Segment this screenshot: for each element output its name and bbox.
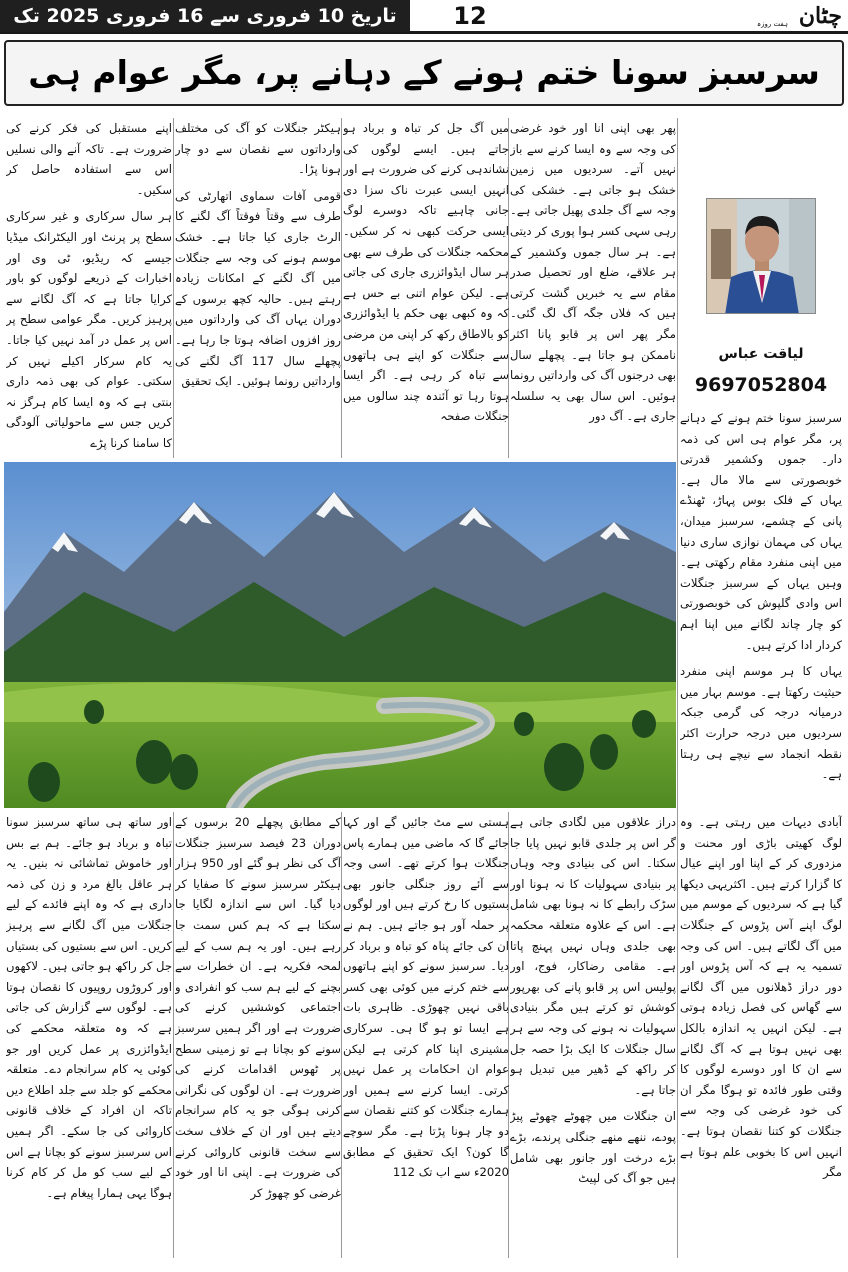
article-column xyxy=(343,118,509,464)
masthead-logo: چٹان xyxy=(798,3,842,29)
column-divider xyxy=(173,118,174,458)
paragraph: سرسبز سونا ختم ہونے کے دہانے پر، مگر عوام ہی اس کی ذمہ دار۔ جموں وکشمیر قدرتی خوبصورتی سے مالا مال ہے۔ یہاں کے فلک بوس پہاڑ، ٹھنڈے پانی کے چشمے، سرسبز میدان، یہاں کی مہمان نوازی ساری دنیا میں اپنی منفرد مقام رکھتی ہے۔ وہیں یہاں کے سرسبز جنگلات اس وادی گلپوش کی خوبصورتی کو چار چاند لگانے میں اپنا اہم کردار ادا کرتے ہیں۔ xyxy=(680,411,842,652)
headline-box xyxy=(4,40,844,106)
paragraph: آبادی دیہات میں رہتی ہے۔ وہ لوگ کھیتی باڑی اور محنت و مزدوری کر کے اپنا اور اپنے عیال کا گزارا کرتے ہیں۔ اکثریہی دیکھا گیا ہے کہ سردیوں کے موسم میں لوگ اپنے آس پڑوس کے جنگلات میں آگ لگاتے ہیں۔ اس کی وجہ تسمیہ یہ ہے کہ آس پڑوس اور دور دراز ڈھلانوں میں آگ لگانے سے گھاس کی فصل زیادہ ہوتی ہے۔ لیکن انہیں یہ اندازہ بالکل بھی نہیں ہوتا ہے کہ آگ لگانے سے ان کا اور دوسرے لوگوں کا وقتی طور فائدہ تو ہوگا مگر ان کی خود غرضی کی وجہ سے جنگلات کو کتنا نقصان ہوتا ہے۔ انہیں اس کا بخوبی علم ہوتا ہے مگر xyxy=(680,815,842,1180)
paragraph: ان جنگلات میں چھوٹے چھوٹے پیڑ پودے، ننھے منھے جنگلی پرندے، بڑے بڑے درخت اور جانور بھی شامل ہیں جو آگ کی لپیٹ xyxy=(510,1109,676,1186)
paragraph: پھر بھی اپنی انا اور خود غرضی کی وجہ سے وہ ایسا کرنے سے باز نہیں آتے۔ سردیوں میں زمین خشک ہو جاتی ہے۔ خشکی کی وجہ سے آگ جلدی پھیل جاتی ہے۔ رہی سہی کسر ہوا پوری کر دیتی ہے۔ ہر سال جموں وکشمیر کے ہر علاقے، ضلع اور تحصیل صدر مقام سے یہ خبریں گشت کرتی ہیں کہ فلاں جگہ آگ لگ گئی۔ مگر پھر اس پر قابو پانا اکثر ناممکن ہو جاتا ہے۔ پچھلے سال بھی درجنوں آگ کی وارداتیں رونما ہوئیں۔ اس سال بھی یہ سلسلہ جاری ہے۔ آگ دور xyxy=(510,121,676,424)
mountain-valley-icon xyxy=(4,462,676,808)
paragraph: یہاں کا ہر موسم اپنی منفرد حیثیت رکھتا ہے۔ موسم بہار میں درمیانہ درجہ کی گرمی جبکہ سردیوں میں درجہ حرارت اکثر نقطہ انجماد سے نیچے ہی رہتا ہے۔ xyxy=(680,664,842,782)
paragraph: دراز علاقوں میں لگادی جاتی ہے گر اس پر جلدی قابو نہیں پایا جا سکتا۔ اس کی بنیادی وجہ وہاں پر بنیادی سہولیات کا نہ ہونا اور سڑک رابطے کا نہ ہونا بھی شامل ہے۔ اس کے علاوہ متعلقہ محکمہ بھی جلدی وہاں نہیں پہنچ پاتا ہے۔ مقامی رضاکار، فوج، اور پولیس اس پر قابو پانے کی بھرپور کوشش تو کرتے ہیں مگر بنیادی سہولیات نہ ہونے کی وجہ سے ہر سال جنگلات کا ایک بڑا حصہ جل کر راکھ کے ڈھیر میں تبدیل ہو جاتا ہے۔ xyxy=(510,815,676,1097)
page-number: 12 xyxy=(453,2,487,30)
paragraph: ہیکٹر جنگلات کو آگ کی مختلف وارداتوں سے نقصان سے دو چار ہونا پڑا۔ xyxy=(175,121,341,177)
landscape-photo xyxy=(4,462,676,808)
article-column-intro xyxy=(680,408,842,802)
column-divider xyxy=(341,812,342,1258)
author-name: لیاقت عباس xyxy=(718,346,804,362)
article-headline: سرسبز سونا ختم ہونے کے دہانے پر، مگر عوام ہی xyxy=(28,53,820,92)
author-phone: 9697052804 xyxy=(694,374,828,396)
article-column xyxy=(343,812,509,1252)
paragraph: اور ساتھ ہی ساتھ سرسبز سونا تباہ و برباد ہو جائے۔ ہم بے بس اور خاموش تماشائی نہ بنیں۔ یہ ہر عاقل بالغ مرد و زن کی ذمہ داری ہے کہ وہ اپنے فائدے کے لیے جنگلات میں آگ لگانے سے پرہیز کریں۔ اس سے بستیوں کی بستیاں جل کر راکھ ہو جاتی ہیں۔ لاکھوں اور کروڑوں روپیوں کا نقصان ہوتا ہے۔ لوگوں سے گزارش کی جاتی ہے کہ وہ متعلقہ محکمے کی ایڈوائزری پر عمل کریں اور جو کوئی یہ کام سرانجام دے۔ متعلقہ محکمے کو جلد سے جلد اطلاع دیں تاکہ ان افراد کے خلاف قانونی کاروائی کی جا سکے۔ اگر ہمیں اس سرسبز سونے کو بچانا ہے اس کے لیے سب کو مل کر کام کرنا ہوگا یہی ہمارا پیغام ہے۔ xyxy=(6,815,172,1200)
column-divider xyxy=(173,812,174,1258)
column-divider xyxy=(341,118,342,458)
article-column xyxy=(510,118,676,464)
paragraph: کے مطابق پچھلے 20 برسوں کے دوران 23 فیصد سرسبز جنگلات آگ کی نظر ہو گئے اور 950 ہزار ہیکٹر سرسبز سونے کا صفایا کر دیا گیا۔ اس سے اندازہ لگایا جا سکتا ہے کہ ہم کس سمت جا رہے ہیں۔ اور یہ ہم سب کے لیے لمحہ فکریہ ہے۔ ان خطرات سے بچنے کے لیے ہم سب کو انفرادی و اجتماعی کوششیں کرنے کی ضرورت ہے اور اگر ہمیں سرسبز سونے کو بچانا ہے تو زمینی سطح پر ٹھوس اقدامات کرنے کی ضرورت ہے۔ ان لوگوں کی نگرانی کرنی ہوگی جو یہ کام سرانجام دیتے ہیں اور ان کے خلاف سخت سے سخت قانونی کاروائی کرنے کی ضرورت ہے۔ اپنی انا اور خود غرضی کو چھوڑ کر xyxy=(175,815,341,1200)
page-header xyxy=(0,0,848,34)
date-range: تاریخ 10 فروری سے 16 فروری 2025 تک xyxy=(0,0,410,32)
article-column xyxy=(510,812,676,1252)
article-column xyxy=(6,118,172,464)
paragraph: ہستی سے مٹ جائیں گے اور کہا جائے گا کہ ماضی میں ہمارے پاس جنگلات ہوا کرتے تھے۔ اسی وجہ سے آئے روز جنگلی جانور بھی بستیوں کا رخ کرتے ہیں اور لوگوں پر حملہ آور ہو جاتے ہیں۔ ہم نے ان کی جائے پناہ کو تباہ و برباد کر دیا۔ سرسبز سونے کو اپنے ہاتھوں سے ختم کرنے میں کوئی بھی کسر باقی نہیں چھوڑی۔ ظاہری بات ہے ایسا تو ہو گا ہی۔ سرکاری مشینری اپنا کام کرتی ہے لیکن عوام ان احکامات پر عمل نہیں کرتی۔ ایسا کرنے سے ہمیں اور ہمارے جنگلات کو کتنے نقصان سے دو چار ہونا پڑتا ہے۔ مگر سوچے گا کون؟ ایک تحقیق کے مطابق 2020ء سے اب تک 112 xyxy=(343,815,509,1180)
article-column xyxy=(175,812,341,1252)
paragraph: قومی آفات سماوی اتھارٹی کی طرف سے وقتاً فوقتاً آگ لگنے کا الرٹ جاری کیا جاتا ہے۔ خشک موسم ہونے کی وجہ سے جنگلات میں آگ لگنے کے امکانات زیادہ رہتے ہیں۔ حالیہ کچھ برسوں کے دوران یہاں آگ کی وارداتوں میں روز افزوں اضافہ ہوتا جا رہا ہے۔ پچھلے سال 117 آگ لگنے کی وارداتیں رونما ہوئیں۔ ایک تحقیق xyxy=(175,188,341,389)
article-column xyxy=(680,812,842,1252)
paragraph: ہر سال سرکاری و غیر سرکاری سطح پر پرنٹ اور الیکٹرانک میڈیا جیسے کہ ریڈیو، ٹی وی اور اخبارات کے ذریعے لوگوں کو باور کرایا جاتا ہے کہ آگ لگانے سے پرہیز کریں۔ مگر عوامی سطح پر اس پر عمل در آمد نہیں کیا جاتا۔ یہ کام سرکار اکیلے نہیں کر سکتی۔ عوام کی بھی ذمہ داری بنتی ہے کہ وہ ایسا کام ہرگز نہ کریں جس سے ماحولیاتی آلودگی کا سامنا کرنا پڑے xyxy=(6,209,172,450)
author-portrait-icon xyxy=(707,199,816,314)
article-column xyxy=(175,118,341,464)
column-divider xyxy=(677,118,678,1258)
paragraph: میں آگ جل کر تباہ و برباد ہو جاتے ہیں۔ ایسے لوگوں کی نشاندہی کرنے کی ضرورت ہے اور انہیں ایسی عبرت ناک سزا دی جانی چاہیے تاکہ دوسرے لوگ ایسی حرکت کبھی نہ کر سکیں۔ محکمہ جنگلات کی طرف سے بھی ہر سال ایڈوائزری جاری کی جاتی ہے۔ لیکن عوام اتنی بے حس ہے کہ وہ کبھی بھی حکم یا ایڈوائزری کو بالاطاق رکھ کر اپنی من مرضی سے جنگلات کو اپنے ہی ہاتھوں سے تباہ کر رہی ہے۔ اگر ایسا ہوتا رہا تو آئندہ چند سالوں میں جنگلات صفحہ xyxy=(343,121,509,424)
article-column xyxy=(6,812,172,1252)
author-photo xyxy=(706,198,816,314)
paragraph: اپنے مستقبل کی فکر کرنے کی ضرورت ہے۔ تاکہ آنے والی نسلیں اس سے استفادہ حاصل کر سکیں۔ xyxy=(6,121,172,197)
masthead-tagline: ہفت روزہ xyxy=(757,20,788,28)
